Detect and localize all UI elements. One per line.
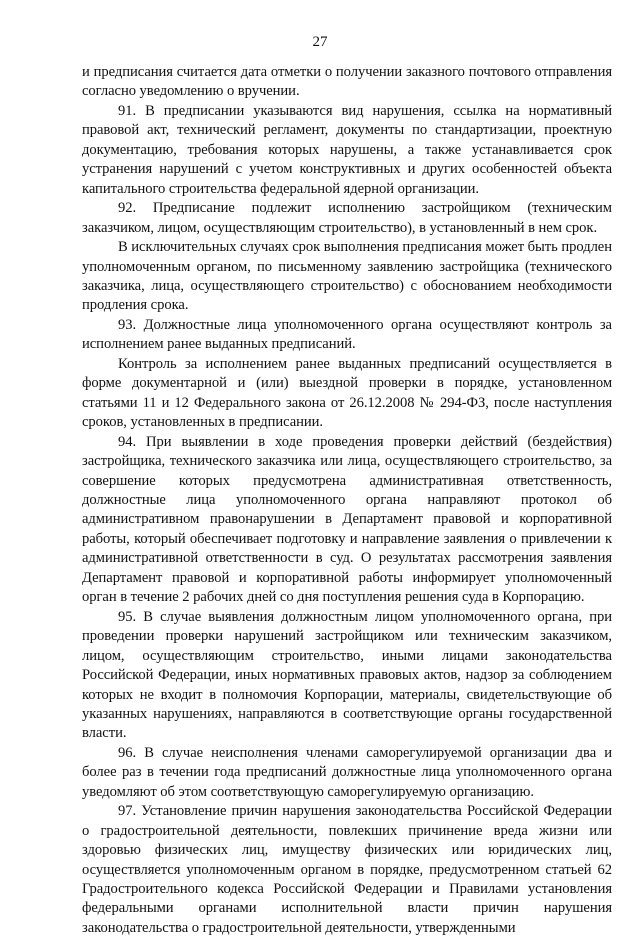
paragraph-96: 96. В случае неисполнения членами саморегулируемой организации два и более раз в течении года предписаний должностные лица уполномоченного органа уведомляют об этом соответствующую саморегулируемую организацию. bbox=[82, 744, 612, 800]
paragraph-92-extension: В исключительных случаях срок выполнения предписания может быть продлен уполномоченным органом, по письменному заявлению застройщика (технического заказчика, лица, осуществляющего строительство) с обоснованием необходимости продления срока. bbox=[82, 239, 612, 314]
document-body bbox=[82, 63, 612, 938]
page-number: 27 bbox=[312, 34, 328, 50]
paragraph-93-control: Контроль за исполнением ранее выданных предписаний осуществляется в форме документарной и (или) выездной проверки в порядке, установленном статьями 11 и 12 Федерального закона от 26.12.2008 № 294-ФЗ, после наступления сроков, установленных в предписании. bbox=[82, 355, 612, 431]
paragraph-94: 94. При выявлении в ходе проведения проверки действий (бездействия) застройщика, технического заказчика или лица, осуществляющего строительство, за совершение которых предусмотрена административная ответственность, должностные лица уполномоченного органа направляют протокол об административном правонарушении в Департамент правовой и корпоративной работы, который обеспечивает подготовку и направление заявления о привлечении к административной ответственности в суд. О результатах рассмотрения заявления Департамент правовой и корпоративной работы информирует уполномоченный орган в течение 2 рабочих дней со дня поступления решения суда в Корпорацию. bbox=[82, 433, 612, 606]
paragraph-93: 93. Должностные лица уполномоченного органа осуществляют контроль за исполнением ранее выданных предписаний. bbox=[82, 316, 612, 353]
paragraph-92: 92. Предписание подлежит исполнению застройщиком (техническим заказчиком, лицом, осуществляющим строительство), в установленный в нем срок. bbox=[82, 200, 612, 236]
paragraph-continuation: и предписания считается дата отметки о получении заказного почтового отправления согласно уведомлению о вручении. bbox=[82, 64, 612, 100]
paragraph-91: 91. В предписании указываются вид нарушения, ссылка на нормативный правовой акт, технический регламент, документы по стандартизации, проектную документацию, требования которых нарушены, а также устанавливается срок устранения нарушений с учетом конструктивных и других особенностей объекта капитального строительства федеральной ядерной организации. bbox=[82, 102, 612, 197]
paragraph-95: 95. В случае выявления должностным лицом уполномоченного органа, при проведении проверки нарушений застройщиком или техническим заказчиком, лицом, осуществляющим строительство, иными лицами законодательства Российской Федерации, иных нормативных правовых актов, надзор за соблюдением которых не входит в полномочия Корпорации, материалы, свидетельствующие об указанных нарушениях, направляются в соответствующие органы государственной власти. bbox=[82, 608, 612, 742]
paragraph-97: 97. Установление причин нарушения законодательства Российской Федерации о градостроительной деятельности, повлекших причинение вреда жизни или здоровью физических лиц, имуществу физических или юридических лиц, осуществляется уполномоченным органом в порядке, предусмотренном статьей 62 Градостроительного кодекса Российской Федерации и Правилами установления федеральными органами исполнительной власти причин нарушения законодательства о градостроительной деятельности, утвержденными bbox=[82, 803, 612, 936]
